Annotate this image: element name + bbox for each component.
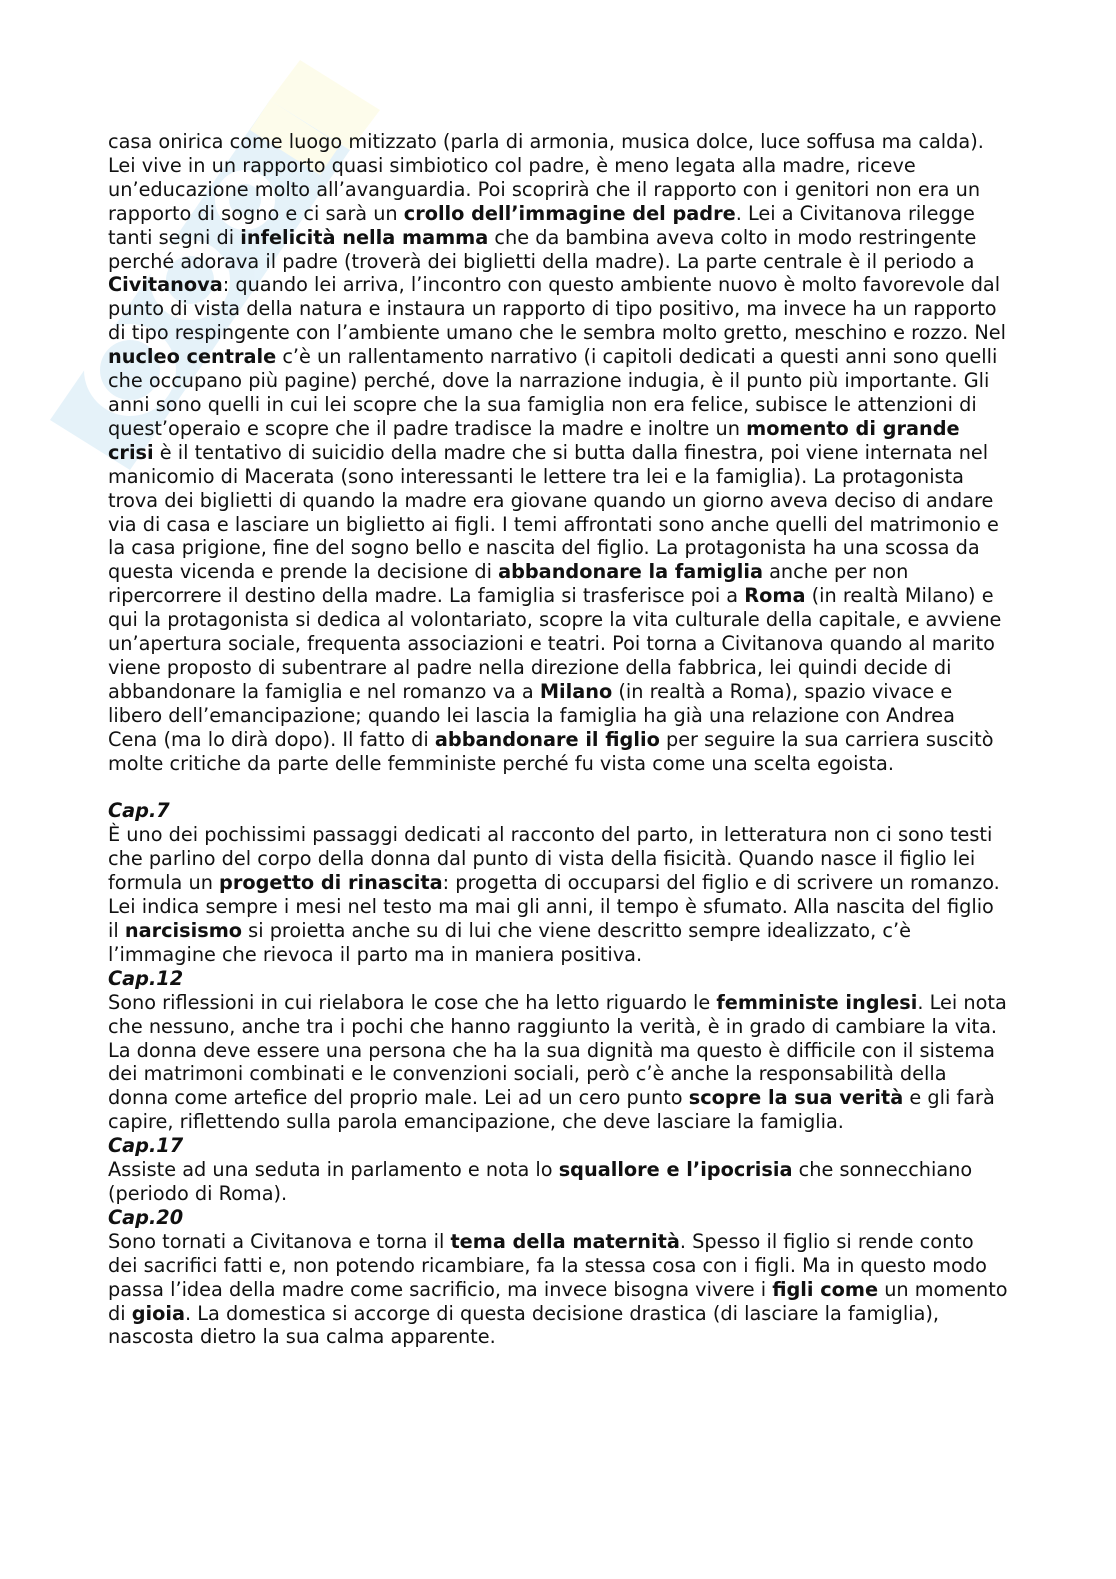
bold-text: crollo dell’immagine del padre [403,201,736,225]
body-paragraph [108,991,1008,1134]
text-run: anche per non ripercorrere il destino della madre. La famiglia si trasferisce poi a [108,560,909,608]
text-run: . Lei a Civitanova rilegge tanti segni di [108,201,975,249]
bold-text: Civitanova [108,273,223,297]
paragraph-gap [108,775,1008,799]
body-paragraph [108,1230,1008,1350]
text-run: che da bambina aveva colto in modo restringente perché adorava il padre (troverà dei biglietti della madre). La parte centrale è il periodo a [108,225,977,273]
text-run: : progetta di occuparsi del figlio e di scrivere un romanzo. Lei indica sempre i mesi nel testo ma mai gli anni, il tempo è sfumato. Alla nascita del figlio il [108,871,1000,942]
text-run: . Spesso il figlio si rende conto dei sacrifici fatti e, non potendo ricambiare, fa la stessa cosa con i figli. Ma in questo modo passa l’idea della madre come sacrificio, ma invece bisogna vivere i [108,1229,987,1301]
bold-text: scopre la sua verità [688,1086,904,1110]
bold-text: progetto di rinascita [219,871,443,895]
document-body [108,130,1008,1349]
text-run: casa onirica come luogo mitizzato (parla di armonia, musica dolce, luce soffusa ma calda). Lei vive in un rapporto quasi simbiotico col padre, è meno legata alla madre, riceve un’educazione molto all’avanguardia. Poi scoprirà che il rapporto con i genitori non era un rapporto di sogno e ci sarà un [108,130,984,225]
bold-text: gioia [131,1301,186,1325]
bold-text: infelicità nella mamma [240,225,489,249]
bold-text: femministe inglesi [716,990,918,1014]
text-run: Assiste ad una seduta in parlamento e nota lo [108,1158,559,1182]
body-paragraph [108,1158,1008,1206]
text-run: (in realtà a Roma), spazio vivace e libero dell’emancipazione; quando lei lascia la famiglia ha già una relazione con Andrea Cena (ma lo dirà dopo). Il fatto di [108,679,955,751]
text-run: e gli farà capire, riflettendo sulla parola emancipazione, che deve lasciare la famiglia. [108,1086,995,1134]
text-run: : quando lei arriva, l’incontro con questo ambiente nuovo è molto favorevole dal punto di vista della natura e instaura un rapporto di tipo positivo, ma invece ha un rapporto di tipo respingente con l’ambiente umano che le sembra molto gretto, meschino e rozzo. Nel [108,273,1006,345]
text-run: . Lei nota che nessuno, anche tra i pochi che hanno raggiunto la verità, è in grado di cambiare la vita. La donna deve essere una persona che ha la sua dignità ma questo è difficile con il sistema dei matrimoni combinati e le convenzioni sociali, però c’è anche la responsabilità della donna come artefice del proprio male. Lei ad un cero punto [108,990,1007,1110]
body-paragraph [108,130,1008,775]
text-run: Sono riflessioni in cui rielabora le cose che ha letto riguardo le [108,990,717,1014]
text-run: che sonnecchiano (periodo di Roma). [108,1158,973,1205]
bold-text: tema della maternità [450,1229,680,1253]
bold-text: figli come [772,1277,879,1301]
text-run: È uno dei pochissimi passaggi dedicati al racconto del parto, in letteratura non ci sono testi che parlino del corpo della donna dal punto di vista della fisicità. Quando nasce il figlio lei formula un [108,823,993,895]
chapter-heading: Cap.20 [108,1205,184,1229]
bold-text: nucleo centrale [108,345,277,369]
chapter-heading: Cap.12 [108,966,184,990]
bold-text: Roma [744,584,806,608]
chapter-heading: Cap.7 [108,799,170,823]
text-run: è il tentativo di suicidio della madre che si butta dalla finestra, poi viene internata nel manicomio di Macerata (sono interessanti le lettere tra lei e la famiglia). La protagonista trova dei biglietti di quando la madre era giovane quando un giorno aveva deciso di andare via di casa e lasciare un biglietto ai figli. I temi affrontati sono anche quelli del matrimonio e la casa prigione, fine del sogno bello e nascita del figlio. La protagonista ha una scossa da questa vicenda e prende la decisione di [108,440,999,584]
text-run: si proietta anche su di lui che viene descritto sempre idealizzato, c’è l’immagine che rievoca il parto ma in maniera positiva. [108,919,911,966]
bold-text: abbandonare il figlio [434,727,660,751]
chapter-heading: Cap.17 [108,1134,184,1158]
bold-text: Milano [539,679,613,703]
text-run: un momento di [108,1277,1008,1325]
text-run: (in realtà Milano) e qui la protagonista si dedica al volontariato, scopre la vita culturale della capitale, e avviene un’apertura sociale, frequenta associazioni e teatri. Poi torna a Civitanova quando al marito viene proposto di subentrare al padre nella direzione della fabbrica, lei quindi decide di abbandonare la famiglia e nel romanzo va a [108,584,1002,703]
bold-text: narcisismo [124,919,243,942]
bold-text: momento di grande crisi [108,416,960,464]
text-run: c’è un rallentamento narrativo (i capitoli dedicati a questi anni sono quelli che occupano più pagine) perché, dove la narrazione indugia, è il punto più importante. Gli anni sono quelli in cui lei scopre che la sua famiglia non era felice, subisce le attenzioni di quest’operaio e scopre che il padre tradisce la madre e inoltre un [108,345,998,440]
text-run: . La domestica si accorge di questa decisione drastica (di lasciare la famiglia), nascosta dietro la sua calma apparente. [108,1301,940,1349]
bold-text: squallore e l’ipocrisia [558,1158,793,1182]
body-paragraph [108,823,1008,966]
bold-text: abbandonare la famiglia [498,560,763,584]
text-run: Sono tornati a Civitanova e torna il [108,1229,451,1253]
text-run: per seguire la sua carriera suscitò molte critiche da parte delle femministe perché fu vista come una scelta egoista. [108,727,994,775]
